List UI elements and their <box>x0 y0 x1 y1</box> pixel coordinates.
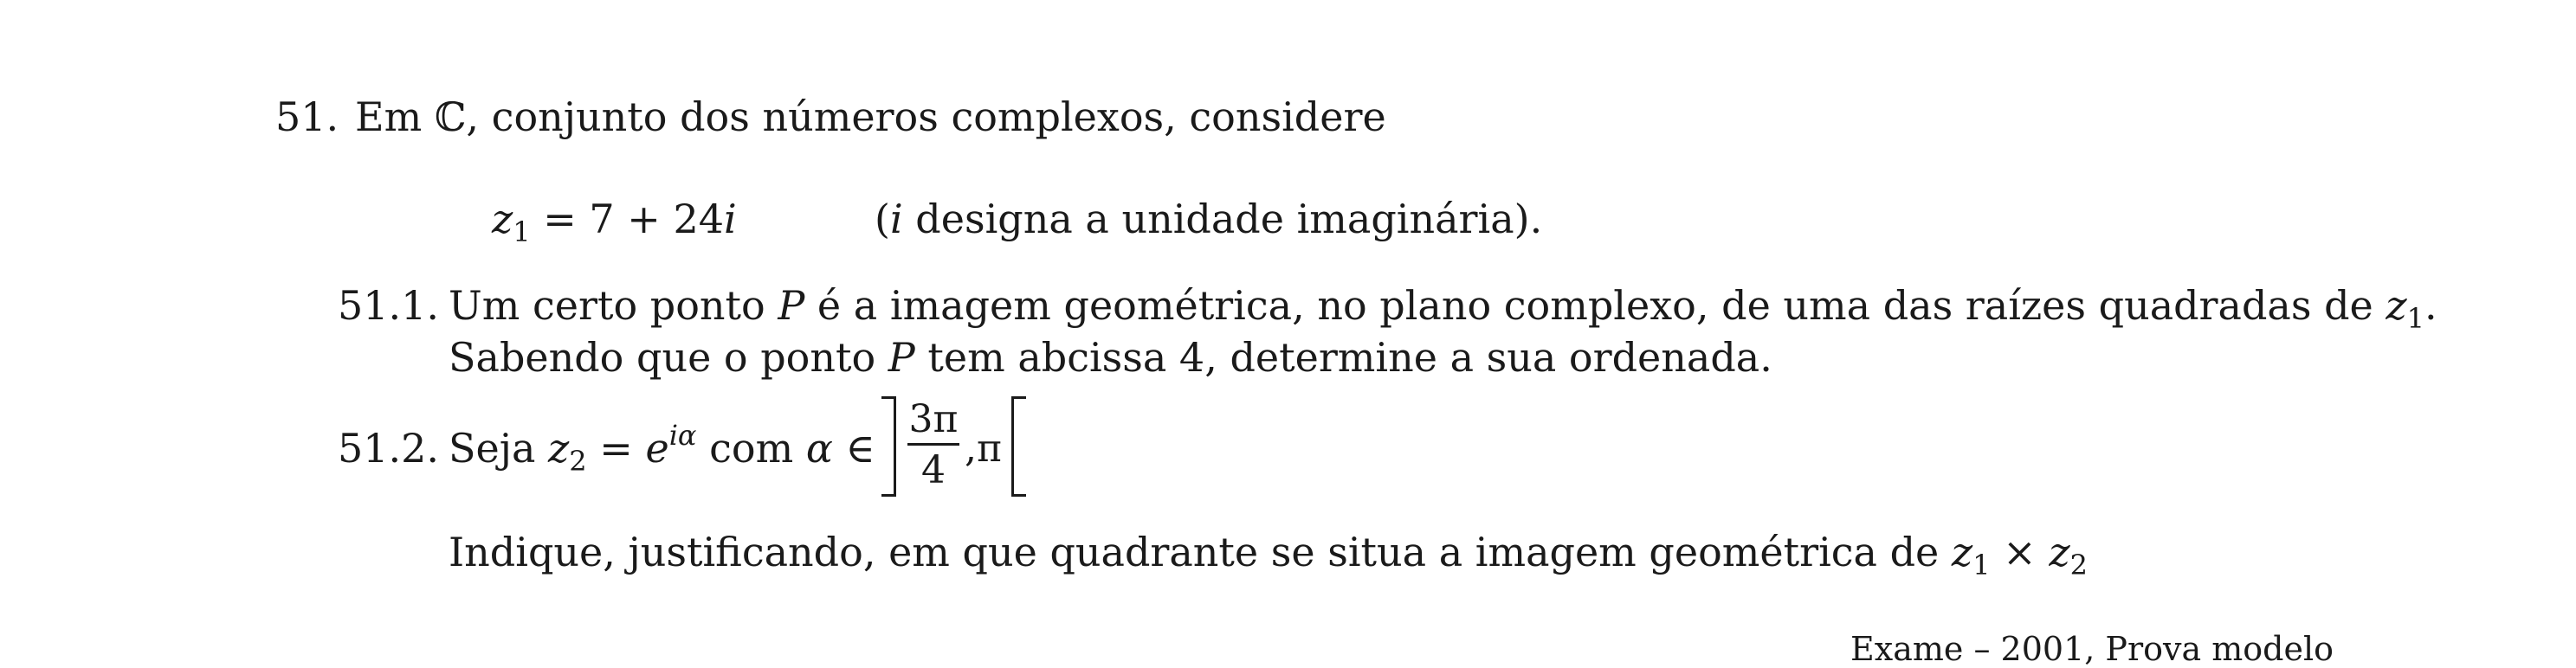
alpha-symbol: α <box>805 425 833 472</box>
part-1-number: 51.1. <box>338 282 440 329</box>
z2-symbol: z <box>548 425 570 472</box>
part-1-text-d: tem abcissa 4, determine a sua ordenada. <box>914 334 1772 381</box>
interval-upper-bound: ,π <box>965 427 1002 471</box>
point-p-symbol-2: P <box>888 334 915 381</box>
element-of-symbol: ∈ <box>832 425 875 472</box>
point-p-symbol: P <box>778 282 805 329</box>
question-number: 51. <box>275 93 339 140</box>
note-open-paren: ( <box>875 196 890 242</box>
note-text: designa a unidade imaginária). <box>902 196 1543 242</box>
product-z1-subscript: 1 <box>1972 549 1991 581</box>
fraction-denominator: 4 <box>921 448 946 492</box>
part-1-z-subscript: 1 <box>2406 302 2424 335</box>
part-2-com: com <box>696 425 806 472</box>
z2-equals: = <box>586 425 646 472</box>
interval-left-bracket <box>881 396 896 497</box>
note-i-symbol: i <box>889 196 903 242</box>
part-1-text-a: Um certo ponto <box>449 282 778 329</box>
exp-e-symbol: e <box>645 425 669 472</box>
fraction-bar <box>907 443 959 446</box>
z1-subscript: 1 <box>513 215 531 248</box>
z2-subscript: 2 <box>569 445 587 478</box>
times-symbol: × <box>1990 529 2050 575</box>
question-intro: Em ℂ, conjunto dos números complexos, considere <box>355 93 1386 140</box>
part-2-instruction <box>449 529 2088 581</box>
open-interval <box>881 396 1055 500</box>
part-2-indique-text: Indique, justificando, em que quadrante se situa a imagem geométrica de <box>449 529 1952 575</box>
product-z1-symbol: z <box>1951 529 1973 575</box>
z1-i-symbol: i <box>723 196 737 242</box>
fraction-numerator: 3π <box>908 397 959 441</box>
interval-fraction <box>907 398 959 492</box>
interval-right-bracket <box>1011 396 1026 497</box>
part-2-seja: Seja <box>449 425 549 472</box>
product-z2-subscript: 2 <box>2069 549 2088 581</box>
exam-source: Exame – 2001, Prova modelo <box>1850 630 2334 668</box>
part-1-period: . <box>2424 282 2437 329</box>
part-1-line-1 <box>449 282 2437 335</box>
z1-symbol: z <box>492 196 513 242</box>
part-2-number: 51.2. <box>338 425 440 472</box>
part-1-text-b: é a imagem geométrica, no plano complexo, de uma das raízes quadradas de <box>804 282 2386 329</box>
imaginary-unit-note <box>875 196 1543 242</box>
exp-exponent: iα <box>668 419 697 452</box>
z1-definition <box>492 196 737 248</box>
part-1-z-symbol: z <box>2386 282 2407 329</box>
z1-rhs: = 7 + 24 <box>530 196 724 242</box>
product-z2-symbol: z <box>2049 529 2070 575</box>
part-1-line-2 <box>449 334 1772 381</box>
part-1-text-c: Sabendo que o ponto <box>449 334 888 381</box>
part-2-statement <box>449 419 875 478</box>
